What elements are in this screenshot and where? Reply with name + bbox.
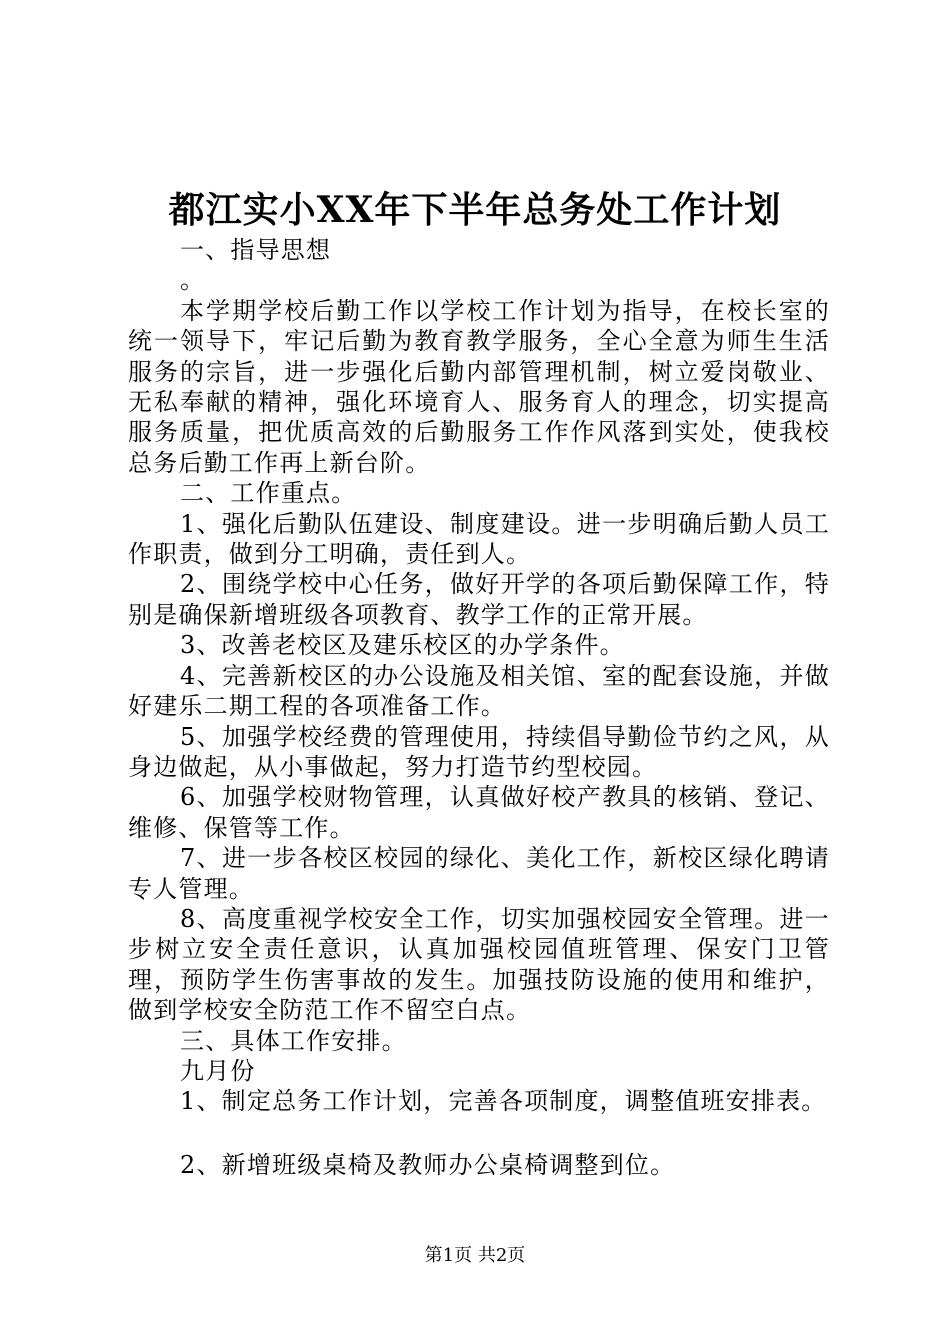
document-title: 都江实小XX年下半年总务处工作计划 xyxy=(168,189,782,231)
list-item-8: 8、高度重视学校安全工作，切实加强校园安全管理。进一步树立安全责任意识，认真加强校园值班管理、保安门卫管理，预防学生伤害事故的发生。加强技防设施的使用和维护，做到学校安全防范工作不留空白点。 xyxy=(128,904,830,1025)
month-heading-september: 九月份 xyxy=(180,1056,256,1085)
list-item-6: 6、加强学校财物管理，认真做好校产教具的核销、登记、维修、保管等工作。 xyxy=(128,783,830,842)
paragraph-gap xyxy=(128,1117,830,1150)
paragraph-intro: 本学期学校后勤工作以学校工作计划为指导，在校长室的统一领导下，牢记后勤为教育教学服务，全心全意为师生生活服务的宗旨，进一步强化后勤内部管理机制，树立爱岗敬业、无私奉献的精神，强化环境育人、服务育人的理念，切实提高服务质量，把优质高效的后勤服务工作作风落到实处，使我校总务后勤工作再上新台阶。 xyxy=(128,296,830,477)
list-item-1: 1、强化后勤队伍建设、制度建设。进一步明确后勤人员工作职责，做到分工明确，责任到人。 xyxy=(128,509,830,569)
list-item-5: 5、加强学校经费的管理使用，持续倡导勤俭节约之风，从身边做起，从小事做起，努力打造节约型校园。 xyxy=(128,722,830,781)
list-item-7: 7、进一步各校区校园的绿化、美化工作，新校区绿化聘请专人管理。 xyxy=(128,844,830,903)
list-item-4: 4、完善新校区的办公设施及相关馆、室的配套设施，并做好建乐二期工程的各项准备工作。 xyxy=(128,661,830,721)
list-item-2: 2、围绕学校中心任务，做好开学的各项后勤保障工作，特别是确保新增班级各项教育、教学工作的正常开展。 xyxy=(128,570,830,629)
document-body xyxy=(128,205,830,1180)
section-heading-schedule: 三、具体工作安排。 xyxy=(180,1026,407,1055)
section-heading-key-tasks: 二、工作重点。 xyxy=(180,479,357,508)
schedule-item-2: 2、新增班级桌椅及教师办公桌椅调整到位。 xyxy=(180,1150,676,1179)
schedule-item-1: 1、制定总务工作计划，完善各项制度，调整值班安排表。 xyxy=(180,1087,827,1116)
list-item-3: 3、改善老校区及建乐校区的办学条件。 xyxy=(180,631,625,660)
page-footer: 第1页 共2页 xyxy=(424,1245,526,1266)
section-heading-guiding-thought: 一、指导思想 xyxy=(180,236,332,264)
paragraph-period: 。 xyxy=(180,266,206,295)
